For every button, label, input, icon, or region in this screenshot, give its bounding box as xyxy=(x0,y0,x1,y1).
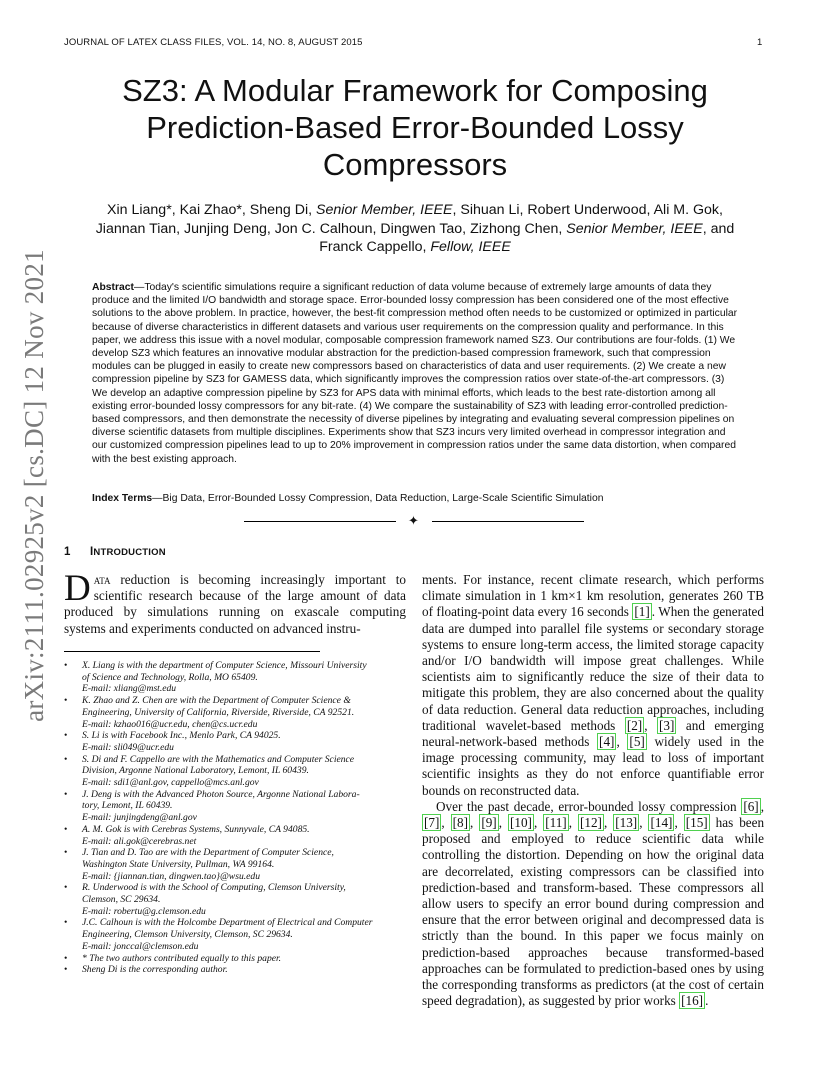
footnote-line: E-mail: robertu@g.clemson.edu xyxy=(82,905,206,917)
intro-paragraph xyxy=(422,572,764,799)
drop-cap: D xyxy=(64,568,91,609)
paper-title: SZ3: A Modular Framework for Composing Prediction-Based Error-Bounded Lossy Compressors xyxy=(122,73,708,182)
citation-link[interactable]: [6] xyxy=(743,798,759,814)
bullet-icon: • xyxy=(64,882,68,894)
citation-separator: , xyxy=(760,798,764,814)
bullet-icon: • xyxy=(64,964,68,976)
footnote-line: J.C. Calhoun is with the Holcombe Department of Electrical and Computer xyxy=(82,917,373,929)
bullet-icon: • xyxy=(64,823,68,835)
section-number: 1 xyxy=(64,546,71,558)
separator-diamond-icon: ✦ xyxy=(408,513,419,528)
footnote-item xyxy=(64,730,406,753)
affiliation-footnotes xyxy=(64,660,406,976)
bullet-icon: • xyxy=(64,660,68,671)
footnote-line: E-mail: sdi1@anl.gov, cappello@mcs.anl.gov xyxy=(82,777,259,789)
abstract-label: Abstract xyxy=(92,282,134,293)
footnote-item xyxy=(64,824,406,847)
bullet-icon: • xyxy=(64,730,68,742)
paragraph-text: and emerging neural-network-based methods xyxy=(422,717,764,750)
paragraph-text: . When the generated data are dumped into parallel file systems or secondary storage systems to ensure long-term access, the limited storage capacity and/or I/O bandwidth will impose great challenges. While scientists aim to significantly reduce the size of their data to mitigate this problem, they are also concerned about the quality of data reduction. General data reduction approaches, including traditional wavelet-based methods xyxy=(422,604,764,733)
footnote-item xyxy=(64,695,406,730)
footnote-line: Clemson, SC 29634. xyxy=(82,894,161,906)
footnote-line: E-mail: xliang@mst.edu xyxy=(82,683,177,695)
abstract-text: —Today's scientific simulations require a significant reduction of data volume because of extremely large amounts of data they produce and the limited I/O bandwidth and storage space. Error-bounded lossy compression has been considered one of the most effective solutions to the above problem. In practice, however, the best-fit compression method often needs to be customized or optimized in particular because of diverse characteristics in different datasets and various user requirements on the compression quality and performance. In this paper, we address this issue with a novel modular, composable compression framework named SZ3. Our contributions are four-folds. (1) We develop SZ3 which features an innovative modular abstraction for the prediction-based compression framework, such that compression modules can be plugged in easily to create new compressors based on characteristics of data and user requirements. (2) We create a new compression pipeline by SZ3 for GAMESS data, which significantly improves the compression ratios over state-of-the-art compressors. (3) We develop an adaptive compression pipeline by SZ3 for APS data with minimal efforts, which leads to the best rate-distortion among all existing error-bounded lossy compressors for any bit-rate. (4) We compare the sustainability of SZ3 with leading error-controlled prediction-based compressors, and then demonstrate the necessity of diverse pipelines by integrating and evaluating several compression pipelines on diverse scientific datasets from multiple disciplines. Experiments show that SZ3 incurs very limited overhead in compressor integration and our customized compression pipelines lead to up to 20% improvement in compression ratios under the same data distortion, when compared with the best existing approach. xyxy=(92,282,738,465)
section-title-initial: I xyxy=(90,546,94,558)
footnote-item xyxy=(64,660,406,695)
intro-right-column xyxy=(422,572,764,1009)
footnote-item xyxy=(64,789,406,824)
paragraph-text: , xyxy=(616,734,628,750)
footnote-line: tory, Lemont, IL 60439. xyxy=(82,800,173,812)
footnote-line: S. Di and F. Cappello are with the Mathematics and Computer Science xyxy=(82,753,355,765)
footnote-item xyxy=(64,953,406,965)
footnote-item xyxy=(64,917,406,952)
footnote-line: J. Deng is with the Advanced Photon Source, Argonne National Labora- xyxy=(82,788,360,800)
citation-link[interactable]: [14] xyxy=(650,815,673,831)
intro-left-text: reduction is becoming increasingly important to scientific research because of the large amount of data produced by simulations running on exascale computing systems and experiments conducted on advanced instru- xyxy=(64,572,406,636)
paragraph-text: has been proposed and employed to reduce scientific data while controlling the distortion. Depending on how the original data are decorrelated, existing compressors can be classified into prediction-based and transform-based. These compressors all allow users to specify an error bound during compression and ensure that the error between original and decompressed data is strictly than the bound. In this paper we focus mainly on prediction-based approaches because transformed-based approaches can be formulated to prediction-based ones by using the corresponding transforms as predictors (at the cost of certain speed degradation), as suggested by prior works xyxy=(422,815,765,1009)
footnote-line: E-mail: ali.gok@cerebras.net xyxy=(82,835,197,847)
citation-link[interactable]: [11] xyxy=(545,815,567,831)
arxiv-identifier xyxy=(4,248,64,722)
author-role: Fellow, IEEE xyxy=(430,239,511,255)
footnote-line: E-mail: jonccal@clemson.edu xyxy=(82,940,199,952)
section-title-rest: NTRODUCTION xyxy=(93,547,166,558)
intro-paragraph xyxy=(422,799,764,1010)
paragraph-text: Over the past decade, error-bounded lossy compression xyxy=(436,798,742,814)
bullet-icon: • xyxy=(64,753,68,765)
footnote-line: E-mail: junjingdeng@anl.gov xyxy=(82,812,197,824)
paragraph-text: ments. For instance, recent climate research, which performs climate simulation in 1 km×1 km resolution, generates 260 TB of floating-point data every 16 seconds xyxy=(422,572,764,620)
footnote-line: J. Tian and D. Tao are with the Department of Computer Science, xyxy=(82,847,334,859)
citation-link[interactable]: [2] xyxy=(626,717,643,733)
paragraph-text: . xyxy=(705,993,709,1009)
footnote-line: K. Zhao and Z. Chen are with the Department of Computer Science & xyxy=(82,695,351,707)
citation-link[interactable]: [13] xyxy=(615,815,638,831)
footnote-item xyxy=(64,847,406,882)
author-names: , and Franck Cappello, xyxy=(319,220,735,255)
arxiv-identifier-text: arXiv:2111.02925v2 [cs.DC] 12 Nov 2021 xyxy=(18,248,49,722)
author-names: Xin Liang*, Kai Zhao*, Sheng Di, xyxy=(107,202,317,218)
citation-link[interactable]: [9] xyxy=(481,815,497,831)
running-head: JOURNAL OF LATEX CLASS FILES, VOL. 14, NO. 8, AUGUST 2015 xyxy=(64,37,363,48)
footnote-line: E-mail: sli049@ucr.edu xyxy=(82,741,174,753)
index-terms-label: Index Terms xyxy=(92,493,153,504)
bullet-icon: • xyxy=(64,952,68,964)
footnote-line: Engineering, Clemson University, Clemson, SC 29634. xyxy=(82,929,293,941)
citation-separator: , xyxy=(470,815,480,831)
citation-separator: , xyxy=(603,815,614,831)
citation-link[interactable]: [16] xyxy=(681,993,704,1009)
intro-smallcaps: ata xyxy=(93,572,111,587)
citation-link[interactable]: [3] xyxy=(659,717,675,733)
citation-separator: , xyxy=(639,815,649,831)
citation-separator: , xyxy=(674,815,684,831)
paragraph-text: widely used in the image processing community, may lead to loss of important scientific insights as they do not enforce quantifiable error bounds on reconstructed data. xyxy=(422,734,764,798)
footnote-line: of Science and Technology, Rolla, MO 65409. xyxy=(82,671,258,683)
footnote-item xyxy=(64,754,406,789)
footnote-line: X. Liang is with the department of Computer Science, Missouri University xyxy=(82,660,367,671)
author-role: Senior Member, IEEE xyxy=(316,202,453,218)
index-terms-text: —Big Data, Error-Bounded Lossy Compression, Data Reduction, Large-Scale Scientific Simulation xyxy=(152,493,604,504)
footnote-line: E-mail: {jiannan.tian, dingwen.tao}@wsu.edu xyxy=(82,870,260,882)
footnote-line: E-mail: kzhao016@ucr.edu, chen@cs.ucr.edu xyxy=(82,718,258,730)
citation-link[interactable]: [5] xyxy=(629,734,645,750)
bullet-icon: • xyxy=(64,788,68,800)
index-terms xyxy=(92,492,740,505)
bullet-icon: • xyxy=(64,917,68,929)
section-separator xyxy=(244,512,584,532)
section-heading xyxy=(64,546,166,558)
footnote-rule xyxy=(64,651,320,652)
separator-rule-right xyxy=(432,521,584,522)
citation-separator: , xyxy=(498,815,508,831)
citation-link[interactable]: [8] xyxy=(452,815,469,831)
citation-link[interactable]: [7] xyxy=(424,815,440,831)
bullet-icon: • xyxy=(64,695,68,707)
citation-separator: , xyxy=(533,815,544,831)
footnote-line: R. Underwood is with the School of Computing, Clemson University, xyxy=(82,882,346,894)
footnote-line: S. Li is with Facebook Inc., Menlo Park, CA 94025. xyxy=(82,730,281,742)
citation-link[interactable]: [4] xyxy=(599,734,615,750)
citation-link[interactable]: [10] xyxy=(509,815,532,831)
page-number: 1 xyxy=(757,37,763,48)
footnote-line: Sheng Di is the corresponding author. xyxy=(82,964,228,976)
citation-separator: , xyxy=(568,815,578,831)
citation-link[interactable]: [15] xyxy=(685,815,708,831)
footnote-line: Division, Argonne National Laboratory, Lemont, IL 60439. xyxy=(82,765,309,777)
author-list xyxy=(90,201,740,257)
footnote-line: A. M. Gok is with Cerebras Systems, Sunnyvale, CA 94085. xyxy=(82,823,310,835)
citation-link[interactable]: [12] xyxy=(579,815,602,831)
separator-rule-left xyxy=(244,521,396,522)
author-role: Senior Member, IEEE xyxy=(566,220,703,237)
citation-separator: , xyxy=(441,815,451,831)
author-names: , Sihuan Li, Robert Underwood, Ali M. Gok, Jiannan Tian, Junjing Deng, Jon C. Calhoun, Dingwen Tao, Zizhong Chen, xyxy=(95,202,723,237)
footnote-item xyxy=(64,964,406,976)
intro-left-column xyxy=(64,568,406,637)
footnote-line: Washington State University, Pullman, WA 99164. xyxy=(82,858,275,870)
citation-link[interactable]: [1] xyxy=(634,604,650,620)
paragraph-text: , xyxy=(644,717,657,733)
footnote-line: Engineering, University of California, Riverside, Riverside, CA 92521. xyxy=(82,706,355,718)
footnote-line: * The two authors contributed equally to this paper. xyxy=(82,952,282,964)
footnote-item xyxy=(64,882,406,917)
abstract xyxy=(92,281,740,466)
bullet-icon: • xyxy=(64,847,68,859)
